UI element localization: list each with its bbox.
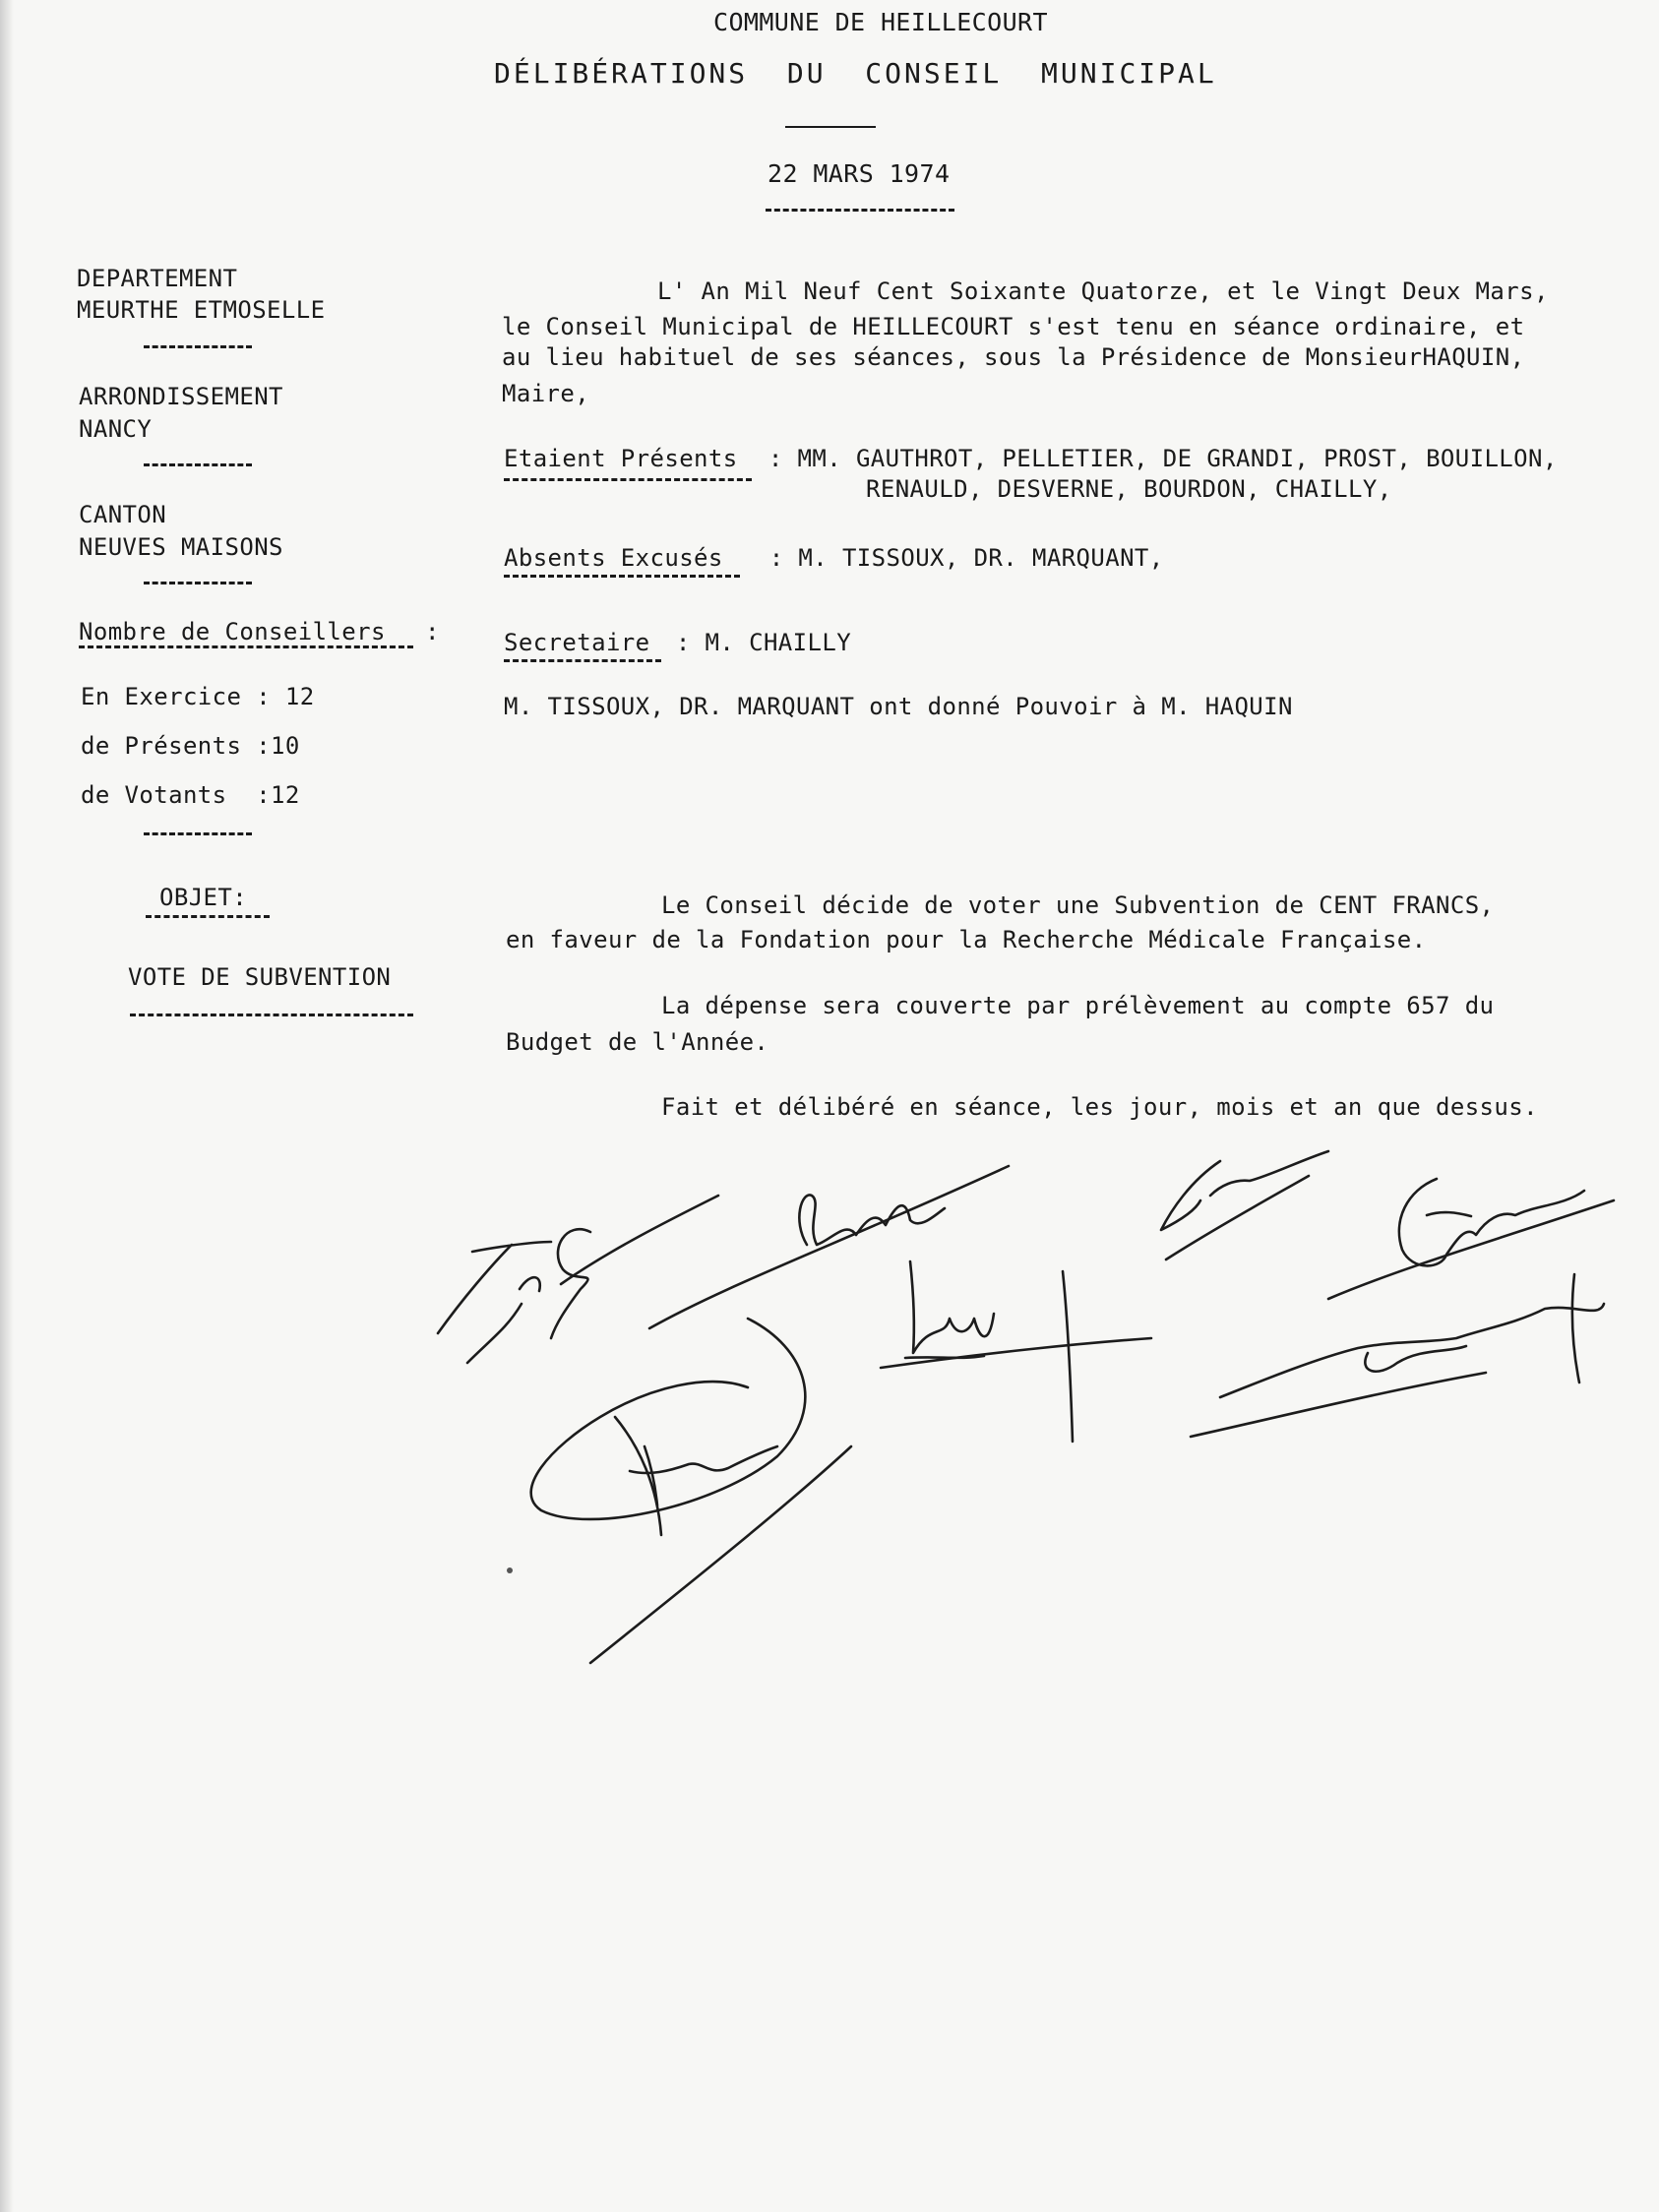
canton-label: CANTON xyxy=(79,501,167,528)
objet-value: VOTE DE SUBVENTION xyxy=(128,963,392,991)
signature-5 xyxy=(1161,1151,1328,1260)
page-title: DÉLIBÉRATIONS DU CONSEIL MUNICIPAL xyxy=(494,57,1217,90)
objet-label: OBJET: xyxy=(159,884,248,911)
departement-value: MEURTHE ETMOSELLE xyxy=(77,296,326,324)
conseillers-colon: : xyxy=(425,618,440,645)
presents-count: de Présents :10 xyxy=(81,732,300,760)
presents-list: RENAULD, DESVERNE, BOURDON, CHAILLY, xyxy=(866,475,1392,503)
departement-label: DEPARTEMENT xyxy=(77,265,238,292)
pouvoir-line: M. TISSOUX, DR. MARQUANT ont donné Pouvoir à M. HAQUIN xyxy=(504,693,1293,720)
decision-line: en faveur de la Fondation pour la Recherche Médicale Française. xyxy=(506,926,1427,953)
signature-2 xyxy=(649,1166,1009,1328)
ink-dot xyxy=(507,1567,513,1573)
intro-line: au lieu habituel de ses séances, sous la Présidence de MonsieurHAQUIN, xyxy=(502,343,1525,371)
signature-7 xyxy=(1191,1274,1604,1437)
conseillers-label: Nombre de Conseillers xyxy=(79,618,386,645)
votants-count: de Votants :12 xyxy=(81,781,300,809)
absents-list: : M. TISSOUX, DR. MARQUANT, xyxy=(740,544,1164,572)
closing-line: Fait et délibéré en séance, les jour, mois et an que dessus. xyxy=(661,1093,1538,1121)
presents-label: Etaient Présents xyxy=(504,445,738,472)
meeting-date: 22 MARS 1974 xyxy=(768,159,951,188)
arrondissement-label: ARRONDISSEMENT xyxy=(79,383,283,410)
intro-line: le Conseil Municipal de HEILLECOURT s'est tenu en séance ordinaire, et xyxy=(502,313,1525,340)
depense-line: Budget de l'Année. xyxy=(506,1028,769,1056)
en-exercice: En Exercice : 12 xyxy=(81,683,315,710)
commune-title: COMMUNE DE HEILLECOURT xyxy=(713,8,1048,36)
depense-line: La dépense sera couverte par prélèvement au compte 657 du xyxy=(661,992,1495,1019)
secretaire-label: Secretaire xyxy=(504,629,650,656)
presents-list: : MM. GAUTHROT, PELLETIER, DE GRANDI, PROST, BOUILLON, xyxy=(754,445,1558,472)
decision-line: Le Conseil décide de voter une Subvention de CENT FRANCS, xyxy=(661,891,1495,919)
signature-3 xyxy=(881,1261,1151,1442)
intro-line: Maire, xyxy=(502,380,590,407)
signature-6 xyxy=(1328,1179,1614,1299)
arrondissement-value: NANCY xyxy=(79,415,153,443)
signature-1 xyxy=(438,1196,718,1363)
secretaire-value: : M. CHAILLY xyxy=(661,629,852,656)
absents-label: Absents Excusés xyxy=(504,544,723,572)
canton-value: NEUVES MAISONS xyxy=(79,533,283,561)
intro-line: L' An Mil Neuf Cent Soixante Quatorze, et le Vingt Deux Mars, xyxy=(657,277,1549,305)
signature-4 xyxy=(531,1319,851,1663)
